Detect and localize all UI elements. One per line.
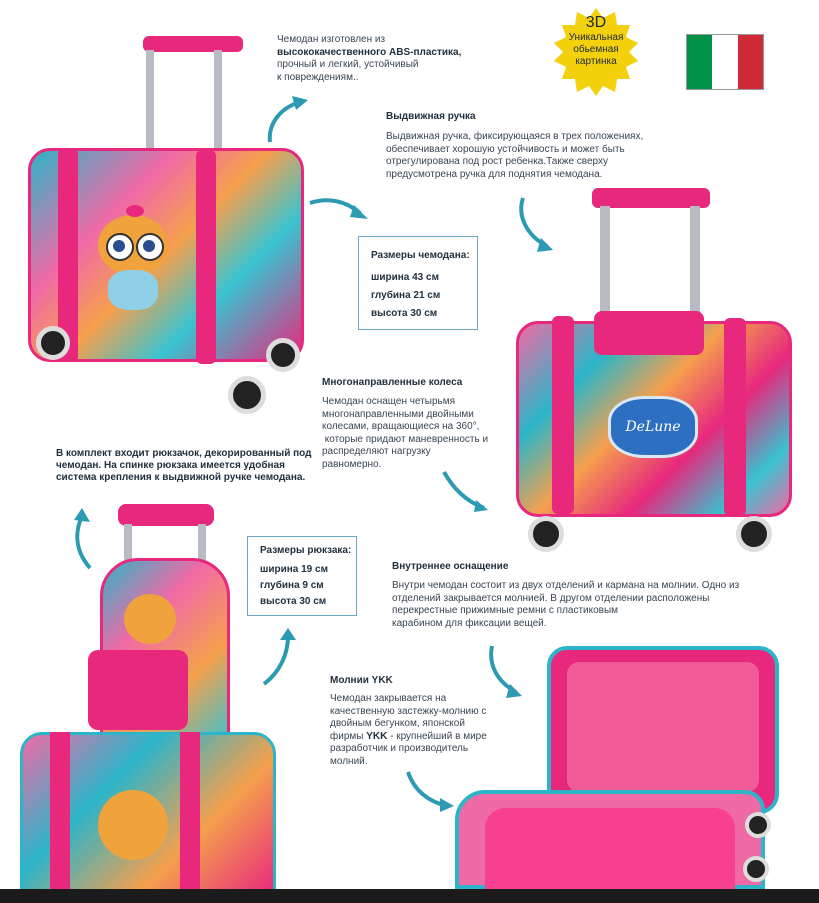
wheels-line: распределяют нагрузку xyxy=(322,446,431,457)
arrow-icon xyxy=(262,94,312,146)
wheel xyxy=(36,326,70,360)
backpack-description xyxy=(56,448,316,484)
arrow-icon xyxy=(513,194,555,254)
backpack-line: В комплект входит рюкзачок, декорированный под xyxy=(56,448,312,459)
wheel xyxy=(228,376,266,414)
zipper-line: разработчик и производитель xyxy=(330,743,469,754)
arrow-icon xyxy=(70,508,100,572)
material-line: к повреждениям.. xyxy=(277,71,359,83)
material-line: прочный и легкий, устойчивый xyxy=(277,59,419,70)
suitcase-size-title: Размеры чемодана: xyxy=(371,250,470,261)
zipper-line: двойным бегунком, японской xyxy=(330,718,465,729)
arrow-icon xyxy=(440,468,490,514)
suitcase-height: высота 30 см xyxy=(371,308,438,319)
badge-line: картинка xyxy=(575,56,617,67)
ykk-brand-text: YKK xyxy=(366,730,388,742)
handle-description xyxy=(386,131,686,181)
material-line: Чемодан изготовлен из xyxy=(277,34,386,45)
handle-line: отрегулирована под рост ребенка.Также сверху xyxy=(386,156,608,167)
backpack-line: чемодан. На спинке рюкзака имеется удобная xyxy=(56,460,285,471)
wheel xyxy=(736,516,772,552)
suitcase-front-image xyxy=(28,30,303,415)
interior-line: карабином для фиксации вещей. xyxy=(392,617,547,629)
backpack-size-title: Размеры рюкзака: xyxy=(260,545,352,556)
zipper-line: Чемодан закрывается на xyxy=(330,693,447,704)
backpack-height: высота 30 см xyxy=(260,596,327,607)
zipper-brand-prefix: фирмы xyxy=(330,730,367,742)
wheels-line: Чемодан оснащен четырьмя xyxy=(322,396,456,407)
bottom-bar xyxy=(0,889,819,903)
handle-line: Выдвижная ручка, фиксирующаяся в трех положениях, xyxy=(386,131,644,142)
backpack-size-box xyxy=(247,536,357,616)
handle-line: обеспечивает хорошую устойчивость и может быть xyxy=(386,143,625,155)
suitcase-width: ширина 43 см xyxy=(371,272,439,283)
wheels-title: Многонаправленные колеса xyxy=(322,377,463,388)
zipper-title: Молнии YKK xyxy=(330,675,393,686)
italy-flag-icon xyxy=(686,34,764,90)
telescopic-handle xyxy=(143,36,243,52)
arrow-icon xyxy=(258,628,298,688)
wheels-line: равномерно. xyxy=(322,458,382,470)
wheels-line: которые придают маневренность и xyxy=(322,433,489,445)
badge-3d-label: 3D xyxy=(585,14,607,31)
wheel xyxy=(266,338,300,372)
zipper-line: качественную застежку-молнию с xyxy=(330,705,487,717)
interior-line: отделений закрывается молнией. В другом отделении расположены xyxy=(392,592,710,604)
owl-picture xyxy=(98,790,168,860)
brand-logo-text: DeLune xyxy=(625,419,681,435)
owl-picture xyxy=(88,205,178,325)
interior-title: Внутреннее оснащение xyxy=(392,561,509,572)
backpack-depth: глубина 9 см xyxy=(260,580,324,591)
interior-description xyxy=(392,580,752,630)
wheels-line: колесами, вращающиеся на 360°, xyxy=(322,421,480,432)
owl-picture xyxy=(124,594,176,644)
suitcase-depth: глубина 21 см xyxy=(371,290,441,301)
interior-line: перекрестные прижимные ремни с пластиковым xyxy=(392,605,619,616)
zipper-brand-suffix: - крупнейший в мире xyxy=(387,730,487,742)
badge-line: обьемная xyxy=(573,44,619,55)
wheel xyxy=(743,856,769,882)
zipper-line: молний. xyxy=(330,755,368,767)
suitcase-size-box xyxy=(358,236,478,330)
interior-line: Внутри чемодан состоит из двух отделений и кармана на молнии. Одно из xyxy=(392,580,740,591)
brand-logo xyxy=(608,396,698,458)
handle-title: Выдвижная ручка xyxy=(386,111,476,122)
backpack-width: ширина 19 см xyxy=(260,564,328,575)
badge-line: Уникальная xyxy=(568,32,624,43)
arrow-icon xyxy=(306,195,370,225)
handle-line: предусмотрена ручка для поднятия чемодана. xyxy=(386,168,603,180)
wheels-line: многонаправленными двойными xyxy=(322,408,474,420)
material-description xyxy=(277,34,477,84)
wheel xyxy=(528,516,564,552)
arrow-icon xyxy=(484,642,524,700)
wheels-description xyxy=(322,396,497,471)
wheel xyxy=(745,812,771,838)
3d-badge-text xyxy=(552,14,640,68)
arrow-icon xyxy=(404,768,456,812)
material-line: высококачественного ABS-пластика, xyxy=(277,46,462,58)
backpack-image xyxy=(20,500,260,889)
backpack-line: система крепления к выдвижной ручке чемодана. xyxy=(56,472,306,483)
